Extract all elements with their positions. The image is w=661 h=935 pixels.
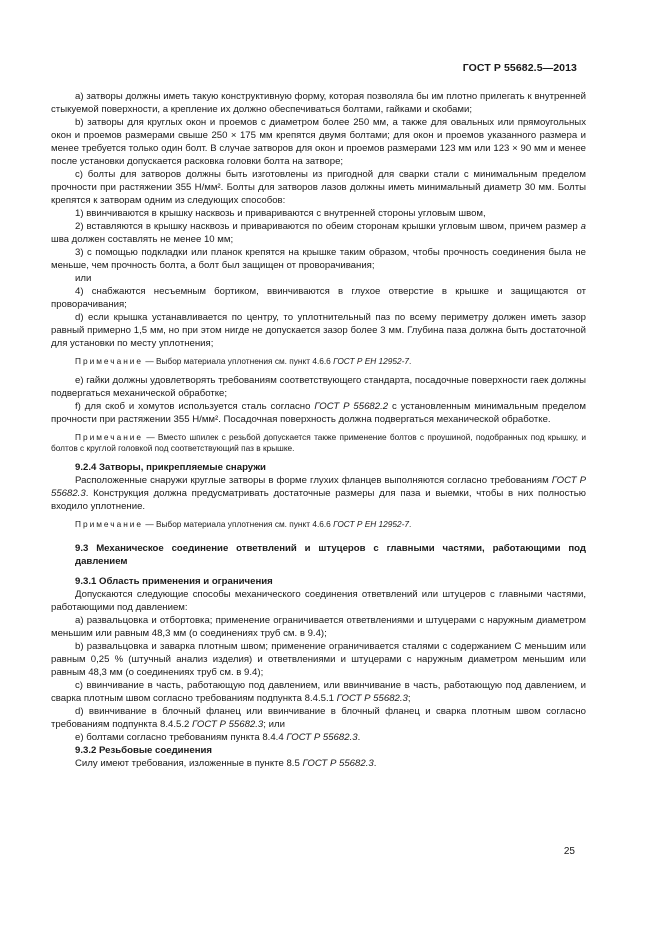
paragraph-9-3-2 bbox=[51, 757, 586, 770]
paragraph-f bbox=[51, 400, 586, 426]
paragraph-9-3-1-b: b) развальцовка и заварка плотным швом; применение ограничивается сталями с содержанием C меньшим или равным 0,25 % (штучный анализ изделия) и ответвлениями и штуцерами с наружным диаметром меньшим или равным 48,3 мм (о соединениях труб см. в 9.4); bbox=[51, 641, 586, 678]
paragraph-c1: 1) ввинчиваются в крышку насквозь и привариваются с внутренней стороны угловым швом, bbox=[75, 208, 486, 219]
c2-variable: a bbox=[580, 221, 586, 232]
note-1-end: . bbox=[409, 356, 412, 366]
page-number: 25 bbox=[563, 846, 575, 857]
paragraph-c2 bbox=[51, 220, 586, 246]
paragraph-c4: 4) снабжаются несъемным бортиком, ввинчиваются в глухое отверстие в крышке и защищаются от проворачивания; bbox=[51, 286, 586, 310]
c2-text-end: шва должен составлять не менее 10 мм; bbox=[51, 234, 234, 245]
page-body bbox=[51, 90, 586, 770]
note-3 bbox=[51, 519, 586, 531]
f-reference: ГОСТ Р 55682.2 bbox=[314, 400, 389, 412]
section-9-3-1-heading: 9.3.1 Область применения и ограничения bbox=[75, 576, 273, 587]
f-text-start: f) для скоб и хомутов используется сталь согласно bbox=[75, 400, 315, 412]
p932-reference: ГОСТ Р 55682.3 bbox=[302, 758, 374, 769]
note-1-label: Примечание bbox=[75, 356, 144, 366]
section-9-3-2-heading: 9.3.2 Резьбовые соединения bbox=[75, 745, 212, 756]
p932-text-end: . bbox=[373, 758, 377, 769]
p931c-text-end: ; bbox=[407, 693, 411, 704]
paragraph-d: d) если крышка устанавливается по центру, то уплотнительный паз по всему периметру должен иметь зазор равный примерно 1,5 мм, но при этом нигде не допускается зазор более 3 мм. Глубина паза должна быть достаточной для установки по месту уплотнения; bbox=[51, 312, 586, 349]
note-3-text: — Выбор материала уплотнения см. пункт 4.6.6 bbox=[143, 518, 334, 529]
paragraph-9-3-1: Допускаются следующие способы механического соединения ответвлений или штуцеров с главными частями, работающими под давлением: bbox=[51, 589, 586, 613]
paragraph-9-2-4 bbox=[51, 474, 586, 513]
note-2-text: — Вместо шпилек с резьбой допускается также применение болтов с проушиной, подобранных под крышку, и болтов с круглой головкой под соответствующий паз в крышке. bbox=[51, 431, 586, 453]
note-1-text: — Выбор материала уплотнения см. пункт 4.6.6 bbox=[143, 356, 334, 366]
p931e-text-start: e) болтами согласно требованиям пункта 8.4.4 bbox=[75, 732, 287, 743]
p931d-text-start: d) ввинчивание в блочный фланец или ввинчивание в блочный фланец и сварка плотным швом согласно требованиям подпункта 8.4.5.2 bbox=[51, 706, 586, 730]
paragraph-9-3-1-a: a) развальцовка и отбортовка; применение ограничивается ответвлениями и штуцерами с наружным диаметром меньшим или равным 48,3 мм (о соединениях труб см. в 9.4); bbox=[51, 615, 586, 639]
f-text-end: с установленным минимальным пределом прочности при растяжении 355 Н/мм². Посадочная поверхность должна подвергаться механической обработке. bbox=[51, 400, 586, 425]
note-1 bbox=[51, 356, 586, 368]
section-9-3-heading: 9.3 Механическое соединение ответвлений и штуцеров с главными частями, работающими под давлением bbox=[75, 543, 586, 567]
p931d-reference: ГОСТ Р 55682.3 bbox=[192, 719, 264, 730]
paragraph-or: или bbox=[75, 273, 92, 284]
p932-text-start: Силу имеют требования, изложенные в пункте 8.5 bbox=[75, 758, 303, 769]
paragraph-b: b) затворы для круглых окон и проемов с диаметром более 250 мм, а также для овальных или прямоугольных окон и проемов размерами свыше 250 × 175 мм крепятся двумя болтами; для окон и проемов указанного размера и менее требуется только один болт. В случае затворов для окон и проемов размерами 123 мм или 123 × 90 мм и менее после установки допускается расковка головки болта на затворе; bbox=[51, 117, 586, 167]
p931e-reference: ГОСТ Р 55682.3 bbox=[286, 732, 358, 743]
section-9-2-4-heading: 9.2.4 Затворы, прикрепляемые снаружи bbox=[75, 461, 266, 473]
p924-text-end: . Конструкция должна предусматривать достаточные размеры для паза и выемки, чтобы в них полностью входило уплотнение. bbox=[51, 487, 586, 512]
p931e-text-end: . bbox=[357, 732, 361, 743]
note-2 bbox=[51, 432, 586, 455]
c2-text-start: 2) вставляются в крышку насквозь и привариваются по обеим сторонам крышки угловым швом, причем размер bbox=[75, 221, 581, 232]
paragraph-9-3-1-d bbox=[51, 705, 586, 731]
paragraph-9-3-1-e bbox=[51, 731, 586, 744]
note-3-reference: ГОСТ Р ЕН 12952-7 bbox=[333, 518, 410, 529]
p924-text-start: Расположенные снаружи круглые затворы в форме глухих фланцев выполняются согласно требованиям bbox=[75, 474, 552, 486]
note-3-end: . bbox=[409, 518, 412, 529]
p931c-reference: ГОСТ Р 55682.3 bbox=[336, 693, 408, 704]
note-1-reference: ГОСТ Р ЕН 12952-7 bbox=[333, 356, 410, 366]
document-id-header: ГОСТ Р 55682.5—2013 bbox=[462, 62, 577, 74]
p931d-text-end: ; или bbox=[263, 719, 285, 730]
p924-reference: ГОСТ Р 55682.3 bbox=[51, 474, 586, 499]
paragraph-c3: 3) с помощью подкладки или планок крепятся на крышке таким образом, чтобы прочность соединения была не меньше, чем прочность болта, а болт был защищен от проворачивания; bbox=[51, 247, 586, 271]
p931c-text-start: c) ввинчивание в часть, работающую под давлением, или ввинчивание в часть, работающую под давлением, и сварка плотным швом согласно требованиям подпункта 8.4.5.1 bbox=[51, 680, 586, 704]
paragraph-e: e) гайки должны удовлетворять требованиям соответствующего стандарта, посадочные поверхности гаек должны подвергаться механической обработке; bbox=[51, 374, 586, 399]
paragraph-9-3-1-c bbox=[51, 679, 586, 705]
note-3-label: Примечание bbox=[75, 518, 144, 529]
paragraph-c: c) болты для затворов должны быть изготовлены из пригодной для сварки стали с минимальным пределом прочности при растяжении 355 Н/мм². Болты для затворов лазов должны иметь минимальный диаметр 30 мм. Болты крепятся к затворам одним из следующих способов: bbox=[51, 169, 586, 206]
paragraph-a: а) затворы должны иметь такую конструктивную форму, которая позволяла бы им плотно прилегать к внутренней стыкуемой поверхности, а крепление их должно обеспечиваться болтами, гайками и скобами; bbox=[51, 91, 586, 115]
note-2-label: Примечание bbox=[75, 431, 144, 442]
